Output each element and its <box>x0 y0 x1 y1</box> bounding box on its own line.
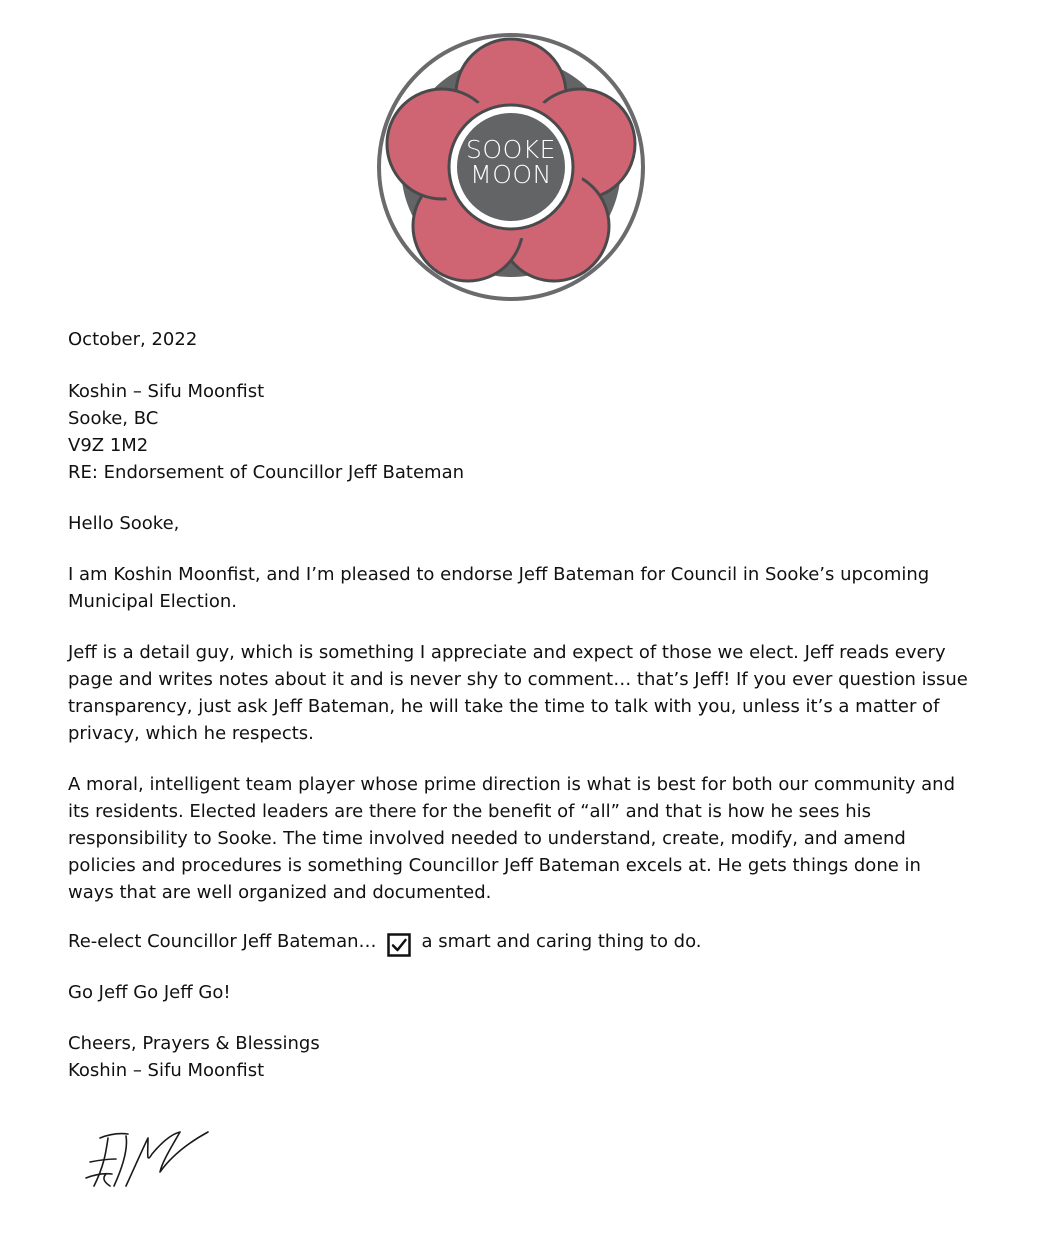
closing-name: Koshin – Sifu Moonfist <box>68 1060 265 1081</box>
letter-body <box>68 326 968 1084</box>
sender-postal-code: V9Z 1M2 <box>68 435 149 456</box>
reelect-text-after: a smart and caring thing to do. <box>421 931 702 952</box>
handwritten-signature <box>82 1124 222 1196</box>
greeting: Hello Sooke, <box>68 513 180 534</box>
logo-text-line2: MOON <box>470 160 552 189</box>
sender-name: Koshin – Sifu Moonfist <box>68 381 265 402</box>
reelect-line <box>68 928 968 955</box>
logo-text-line1: SOOKE <box>466 135 556 164</box>
letter-date: October, 2022 <box>68 329 198 350</box>
paragraph-detail: Jeff is a detail guy, which is something I appreciate and expect of those we elect. Jeff reads every page and writes notes about it and is never shy to comment… that’s Jeff! If you ever question issue transparency, just ask Jeff Bateman, he will take the time to talk with you, unless it’s a matter of privacy, which he respects. <box>68 642 968 744</box>
cheer-line: Go Jeff Go Jeff Go! <box>68 982 231 1003</box>
paragraph-intro: I am Koshin Moonfist, and I’m pleased to endorse Jeff Bateman for Council in Sooke’s upcoming Municipal Election. <box>68 564 930 612</box>
closing-line: Cheers, Prayers & Blessings <box>68 1033 320 1054</box>
checked-checkbox-icon <box>387 933 411 957</box>
letter-subject: RE: Endorsement of Councillor Jeff Bateman <box>68 462 465 483</box>
sooke-moon-logo <box>376 32 646 302</box>
paragraph-character: A moral, intelligent team player whose prime direction is what is best for both our community and its residents. Elected leaders are there for the benefit of “all” and that is how he sees his responsibility to Sooke. The time involved needed to understand, create, modify, and amend policies and procedures is something Councillor Jeff Bateman excels at. He gets things done in ways that are well organized and documented. <box>68 774 956 903</box>
reelect-text-before: Re-elect Councillor Jeff Bateman… <box>68 931 377 952</box>
sender-city: Sooke, BC <box>68 408 159 429</box>
